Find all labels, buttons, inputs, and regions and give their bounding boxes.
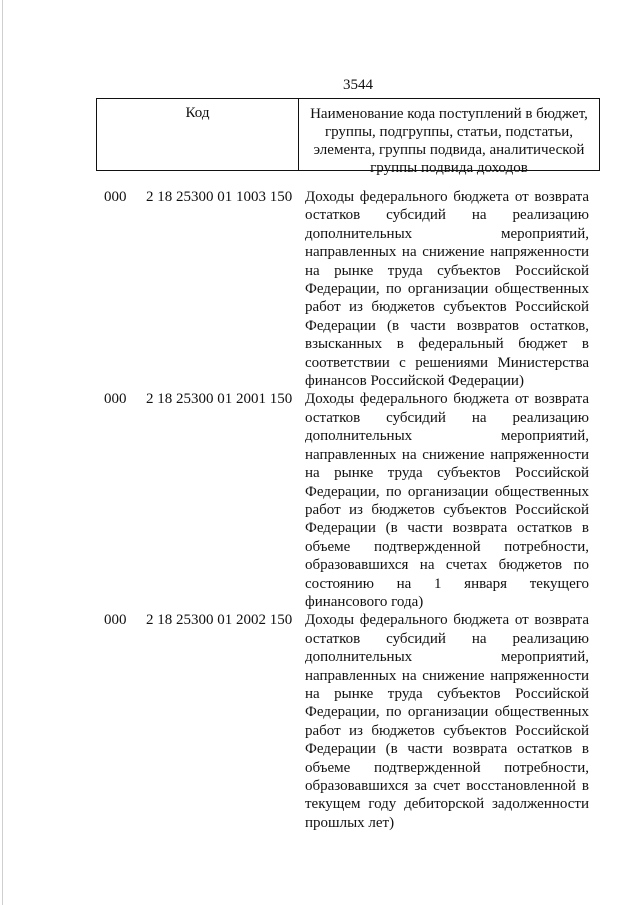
table-header — [96, 98, 600, 176]
revenue-description: Доходы федерального бюджета от возврата остатков субсидий на реализацию дополнительных мероприятий, направленных на снижение напряженности на рынке труда субъектов Российской Федерации, по организации общественных работ из бюджетов субъектов Российской Федерации (в части возврата остатков в объеме подтвержденной потребности, образовавшихся на счетах бюджетов по состоянию на 1 января текущего финансового года) — [305, 391, 589, 610]
header-name-cell: Наименование кода поступлений в бюджет, группы, подгруппы, статьи, подстатьи, элемента, группы подвида, аналитической группы подвида доходов — [310, 106, 588, 176]
admin-code: 000 — [104, 189, 127, 205]
revenue-code: 2 18 25300 01 2002 150 — [146, 612, 293, 629]
header-code-cell: Код — [97, 99, 299, 170]
entries-list — [0, 188, 640, 832]
revenue-code: 2 18 25300 01 2001 150 — [146, 391, 293, 408]
table-row — [0, 390, 640, 611]
revenue-description: Доходы федерального бюджета от возврата остатков субсидий на реализацию дополнительных мероприятий, направленных на снижение напряженности на рынке труда субъектов Российской Федерации, по организации общественных работ из бюджетов субъектов Российской Федерации (в части возвратов остатков, взысканных в федеральный бюджет в соответствии с решениями Министерства финансов Российской Федерации) — [305, 189, 589, 390]
revenue-description: Доходы федерального бюджета от возврата остатков субсидий на реализацию дополнительных мероприятий, направленных на снижение напряженности на рынке труда субъектов Российской Федерации, по организации общественных работ из бюджетов субъектов Российской Федерации (в части возврата остатков в объеме подтвержденной потребности, образовавшихся за счет восстановленной в текущем году дебиторской задолженности прошлых лет) — [305, 612, 589, 831]
page-number: 3544 — [343, 77, 373, 93]
table-row — [0, 188, 640, 390]
revenue-code: 2 18 25300 01 1003 150 — [146, 189, 293, 205]
admin-code: 000 — [104, 612, 127, 629]
table-row — [0, 611, 640, 832]
admin-code: 000 — [104, 391, 127, 408]
